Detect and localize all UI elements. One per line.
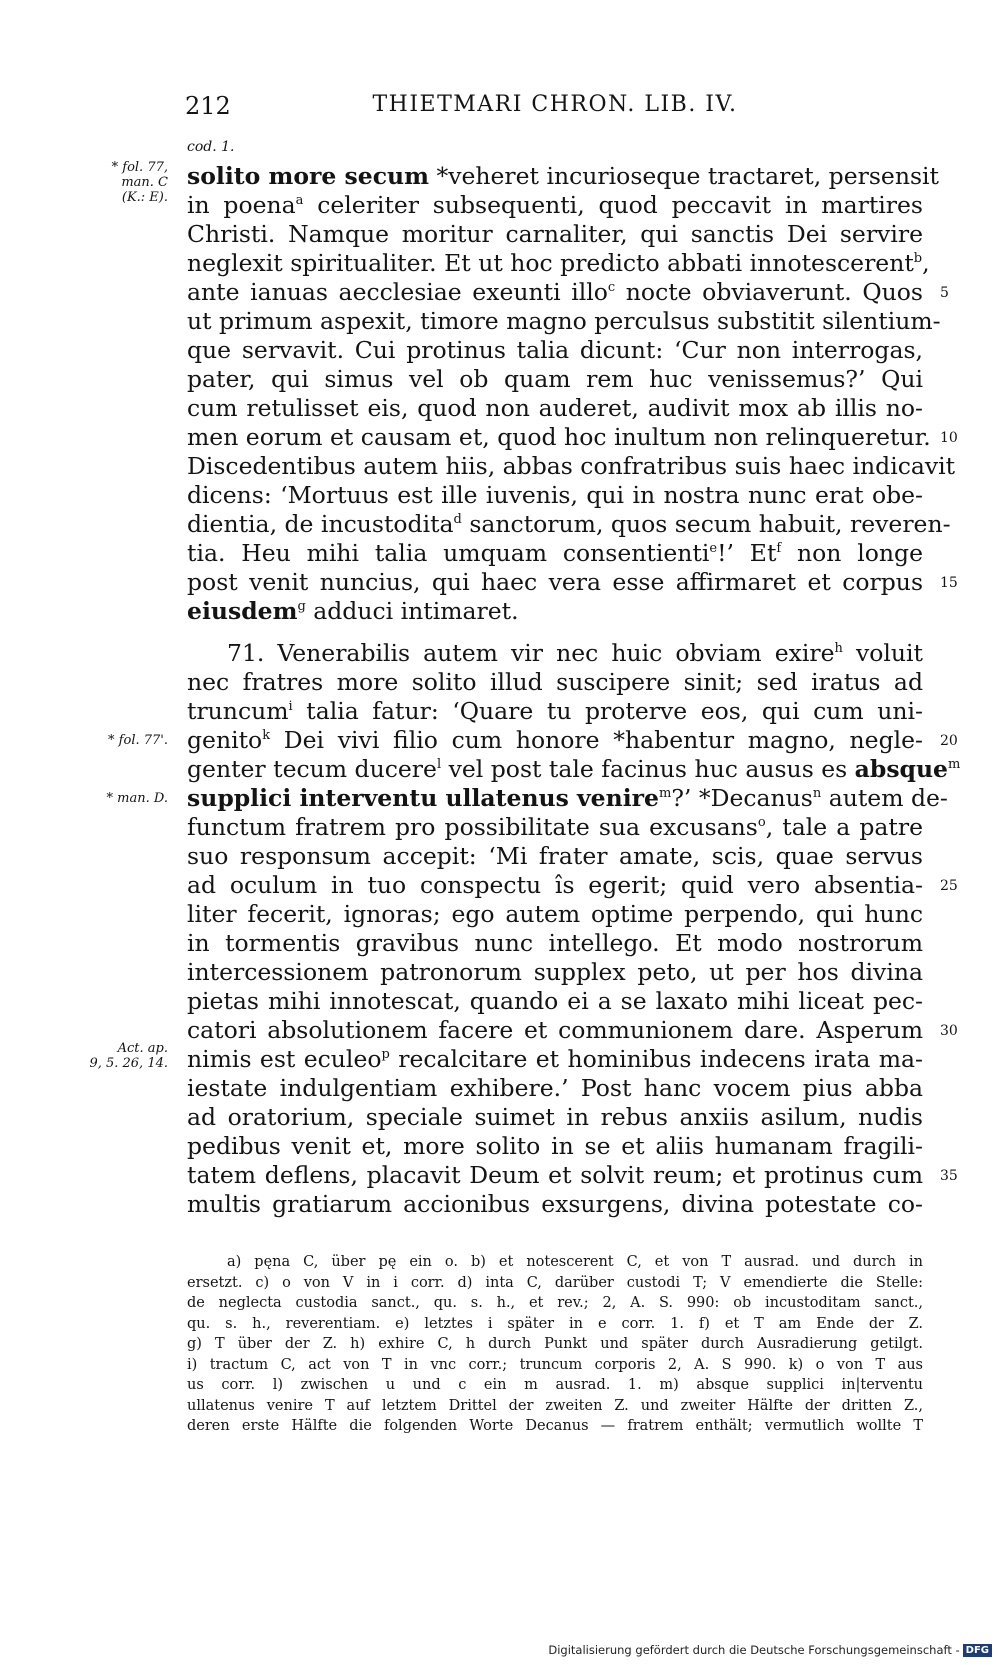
text-line <box>187 278 923 307</box>
text-line <box>187 900 923 929</box>
text-line <box>187 929 923 958</box>
footnote-line: i) tractum C, act von T in vnc corr.; truncum corporis 2, A. S 990. k) o von T aus <box>187 1356 923 1373</box>
margin-note-fol-77 <box>60 160 168 190</box>
bold-text: absque <box>854 755 949 783</box>
text-run: in poena <box>187 191 296 219</box>
footnote-marker: n <box>812 786 822 801</box>
footnote-line: de neglecta custodia sanct., qu. s. h., et rev.; 2, A. S. 990: ob incustoditam sanct., <box>187 1295 923 1311</box>
text-run: Discedentibus autem hiis, abbas confratribus suis haec indicavit <box>187 452 956 480</box>
text-line <box>187 1190 923 1219</box>
paragraph-gap <box>187 626 923 639</box>
footnote-marker: e <box>709 541 718 556</box>
footnote-marker: b <box>913 251 923 266</box>
text-run: sanctorum, quos secum habuit, reveren- <box>461 510 951 538</box>
line-number: 5 <box>940 285 949 301</box>
text-line <box>187 1161 923 1190</box>
text-line <box>187 726 923 755</box>
text-run: genter tecum ducere <box>187 755 437 783</box>
text-line <box>187 987 923 1016</box>
text-run: in tormentis gravibus nunc intellego. Et modo nostrorum <box>187 929 923 957</box>
text-line <box>187 1103 923 1132</box>
margin-note-line: man. C <box>121 175 168 190</box>
footnote-marker: a <box>295 193 304 208</box>
codex-label: cod. 1. <box>187 139 235 155</box>
margin-note-fol-77-verso <box>60 733 168 748</box>
footnote-marker: f <box>776 541 782 556</box>
text-run: non longe <box>781 539 924 567</box>
text-run: adduci intimaret. <box>305 597 519 625</box>
line-number: 15 <box>940 575 958 591</box>
text-run: dicens: ‘Mortuus est ille iuvenis, qui in nostra nunc erat obe- <box>187 481 923 509</box>
text-run: Christi. Namque moritur carnaliter, qui sanctis Dei servire <box>187 220 923 248</box>
text-run: dientia, de incustodita <box>187 510 454 538</box>
text-run: 71. Venerabilis autem vir nec huic obviam exire <box>227 639 835 667</box>
footnote-line: ullatenus venire T auf letztem Drittel der zweiten Z. und zweiter Hälfte der dritten Z., <box>187 1397 923 1414</box>
text-run: neglexit spiritualiter. Et ut hoc predicto abbati innotescerent <box>187 249 914 277</box>
text-run: *veheret incurioseque tractaret, persensit <box>428 162 939 190</box>
text-run: tatem deflens, placavit Deum et solvit reum; et protinus cum <box>187 1161 923 1189</box>
footnote-marker: i <box>288 699 293 714</box>
text-run: ?’ *Decanus <box>671 784 813 812</box>
text-line <box>187 191 923 220</box>
text-run: vel post tale facinus huc ausus es <box>441 755 855 783</box>
footnote-marker: g <box>297 599 306 614</box>
text-run: , <box>922 249 930 277</box>
text-line <box>187 423 931 452</box>
margin-note-line: (K.: E). <box>121 190 168 205</box>
text-line <box>187 1074 923 1103</box>
text-run: iestate indulgentiam exhibere.’ Post hanc vocem pius abba <box>187 1074 923 1102</box>
text-run: recalcitare et hominibus indecens irata ma- <box>389 1045 924 1073</box>
text-run: functum fratrem pro possibilitate sua excusans <box>187 813 758 841</box>
text-line <box>187 1045 923 1074</box>
text-line <box>187 668 923 697</box>
text-run: men eorum et causam et, quod hoc inultum non relinqueretur. <box>187 423 931 451</box>
text-line <box>187 1132 923 1161</box>
text-line <box>187 510 951 539</box>
text-line <box>187 162 939 191</box>
text-run: intercessionem patronorum supplex peto, ut per hos divina <box>187 958 923 986</box>
text-run: tia. Heu mihi talia umquam consentienti <box>187 539 710 567</box>
footnote-line: a) pęna C, über pę ein o. b) et notescerent C, et von T ausrad. und durch in <box>227 1254 923 1270</box>
digitization-credit <box>548 1643 992 1657</box>
text-line <box>187 639 923 668</box>
text-line <box>187 958 923 987</box>
text-run: que servavit. Cui protinus talia dicunt: ‘Cur non interrogas, <box>187 336 923 364</box>
line-number: 10 <box>940 430 958 446</box>
text-run: ad oratorium, speciale suimet in rebus anxiis asilum, nudis <box>187 1103 923 1131</box>
footnote-marker: m <box>948 757 961 772</box>
footnote-marker: c <box>607 280 616 295</box>
text-run: multis gratiarum accionibus exsurgens, divina potestate co- <box>187 1190 923 1218</box>
text-line <box>187 481 923 510</box>
footnote-marker: o <box>757 815 766 830</box>
footnote-line: deren erste Hälfte die folgenden Worte Decanus — fratrem enthält; vermutlich wollte T <box>187 1418 923 1434</box>
footnotes <box>187 1252 923 1437</box>
text-run: nimis est eculeo <box>187 1045 382 1073</box>
text-run: voluit <box>842 639 923 667</box>
text-line <box>187 307 941 336</box>
line-number: 30 <box>940 1023 958 1039</box>
text-run: suo responsum accepit: ‘Mi frater amate, scis, quae servus <box>187 842 923 870</box>
footnote-marker: m <box>658 786 672 801</box>
text-line <box>187 568 923 597</box>
margin-note-man-d <box>60 791 168 806</box>
dfg-logo: DFG <box>963 1644 992 1657</box>
footnote-marker: p <box>381 1047 390 1062</box>
text-run: nocte obviaverunt. Quos <box>615 278 923 306</box>
footnote-marker: k <box>262 728 271 743</box>
line-number: 25 <box>940 878 958 894</box>
margin-note-line: * fol. 77'. <box>108 733 168 748</box>
text-line <box>187 336 923 365</box>
line-number: 35 <box>940 1168 958 1184</box>
text-run: pater, qui simus vel ob quam rem huc venissemus?’ Qui <box>187 365 923 393</box>
footnote-marker: l <box>436 757 442 772</box>
text-run: talia fatur: ‘Quare tu proterve eos, qui cum uni- <box>292 697 923 725</box>
text-line <box>187 597 923 626</box>
margin-note-act-ap <box>60 1041 168 1071</box>
text-run: ut primum aspexit, timore magno perculsus substitit silentium- <box>187 307 941 335</box>
text-line <box>187 871 923 900</box>
text-run: pedibus venit et, more solito in se et aliis humanam fragili- <box>187 1132 923 1160</box>
text-line <box>187 697 923 726</box>
text-line <box>187 539 923 568</box>
text-line <box>187 813 923 842</box>
text-run: truncum <box>187 697 289 725</box>
bold-text: eiusdem <box>187 597 298 625</box>
page-header <box>185 92 925 126</box>
text-run: post venit nuncius, qui haec vera esse affirmaret et corpus <box>187 568 923 596</box>
text-run: liter fecerit, ignoras; ego autem optime perpendo, qui hunc <box>187 900 923 928</box>
text-line <box>187 842 923 871</box>
footnote-line: ersetzt. c) o von V in i corr. d) inta C, darüber custodi T; V emendierte die Stelle: <box>187 1274 923 1291</box>
footnote-line: qu. s. h., reverentiam. e) letztes i später in e corr. 1. f) et T am Ende der Z. <box>187 1315 923 1332</box>
text-run: ante ianuas aecclesiae exeunti illo <box>187 278 608 306</box>
text-line <box>187 784 948 813</box>
text-run: celeriter subsequenti, quod peccavit in martires <box>303 191 923 219</box>
bold-text: solito more secum <box>187 162 429 190</box>
text-run: catori absolutionem facere et communionem dare. Asperum <box>187 1016 923 1044</box>
text-run: genito <box>187 726 263 754</box>
text-run: Dei vivi filio cum honore *habentur magno, negle- <box>270 726 923 754</box>
footnote-line: us corr. l) zwischen u und c ein m ausrad. 1. m) absque supplici in|terventu <box>187 1377 923 1393</box>
running-title: THIETMARI CHRON. LIB. IV. <box>372 92 738 117</box>
text-run: , tale a patre <box>765 813 923 841</box>
text-run: !’ Et <box>717 539 777 567</box>
text-run: nec fratres more solito illud suscipere sinit; sed iratus ad <box>187 668 923 696</box>
margin-note-line: 9, 5. 26, 14. <box>89 1056 168 1071</box>
footnote-marker: h <box>834 641 843 656</box>
margin-note-line: Act. ap. <box>117 1041 168 1056</box>
text-run: pietas mihi innotescat, quando ei a se laxato mihi liceat pec- <box>187 987 923 1015</box>
text-line <box>187 755 961 784</box>
footnote-marker: d <box>453 512 462 527</box>
footnote-line: g) T über der Z. h) exhire C, h durch Punkt und später durch Ausradierung getilgt. <box>187 1336 923 1352</box>
text-line <box>187 249 930 278</box>
margin-note-line: * man. D. <box>106 791 168 806</box>
text-run: ad oculum in tuo conspectu îs egerit; quid vero absentia- <box>187 871 923 899</box>
text-line <box>187 452 956 481</box>
margin-note-line: * fol. 77, <box>111 160 168 175</box>
credit-text: Digitalisierung gefördert durch die Deutsche Forschungsgemeinschaft - <box>548 1643 960 1657</box>
text-line <box>187 220 923 249</box>
text-line <box>187 1016 923 1045</box>
text-run: cum retulisset eis, quod non auderet, audivit mox ab illis no- <box>187 394 923 422</box>
text-run: autem de- <box>821 784 948 812</box>
bold-text: supplici interventu ullatenus venire <box>187 784 659 812</box>
text-line <box>187 394 923 423</box>
text-line <box>187 365 923 394</box>
page-number: 212 <box>185 92 231 120</box>
line-number: 20 <box>940 733 958 749</box>
margin-note-k-e <box>60 190 168 205</box>
